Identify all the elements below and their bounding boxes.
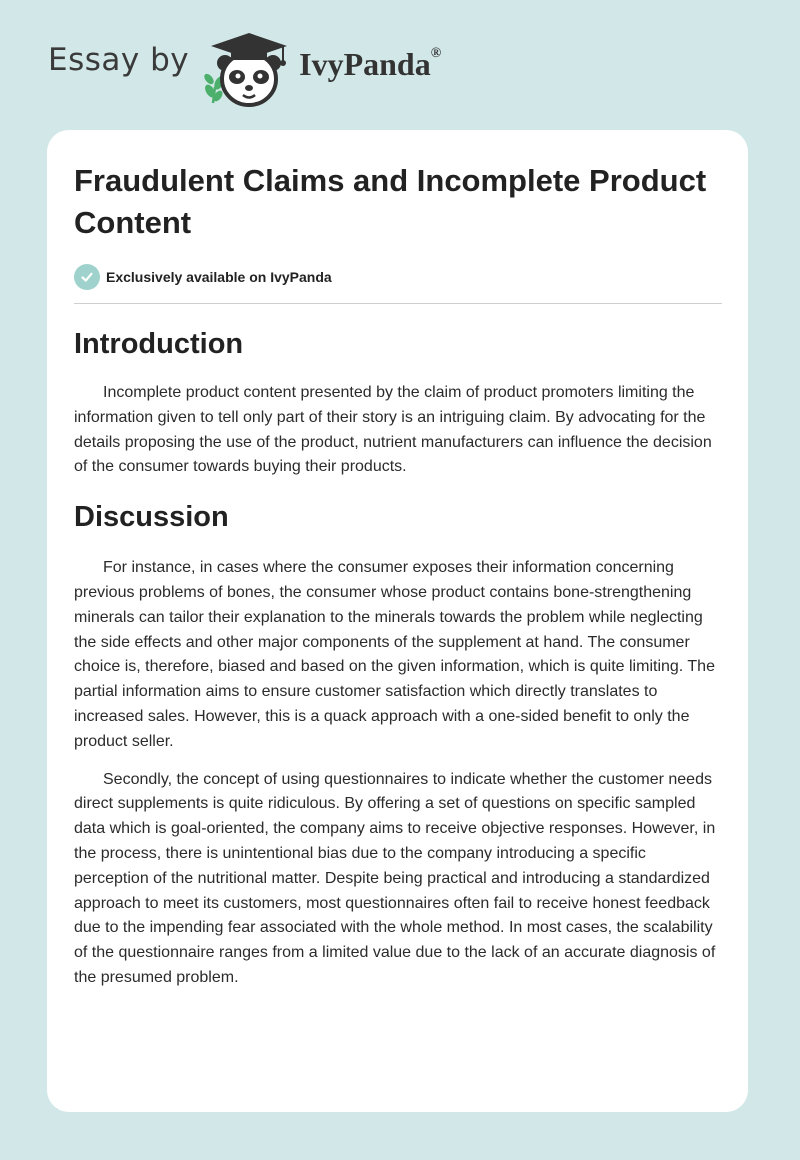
section-heading-introduction: Introduction xyxy=(74,328,244,360)
title-divider xyxy=(74,303,722,304)
essay-card xyxy=(47,130,748,1112)
exclusive-badge xyxy=(74,264,722,290)
site-header xyxy=(48,30,568,110)
essay-by-label: Essay by xyxy=(48,42,190,78)
exclusive-badge-text: Exclusively available on IvyPanda xyxy=(106,269,332,285)
brand-name[interactable] xyxy=(299,46,441,83)
essay-title: Fraudulent Claims and Incomplete Product Content xyxy=(74,163,707,240)
discussion-paragraph-2: Secondly, the concept of using questionnaires to indicate whether the customer needs direct supplements is quite ridiculous. By offering a set of questions on specific sampled data which is goal-oriented, the company aims to receive objective responses. However, in the process, there is unintentional bias due to the company introducing a specific perception of the nutritional matter. Despite being practical and introducing a standardized approach to meet its customers, most questionnaires often fail to receive honest feedback due to the impending fear associated with the whole method. In most cases, the scalability of the questionnaire ranges from a limited value due to the lack of an accurate diagnosis of the presumed problem. xyxy=(74,770,716,986)
registered-mark: ® xyxy=(430,45,442,61)
intro-paragraph: Incomplete product content presented by the claim of product promoters limiting the information given to tell only part of their story is an intriguing claim. By advocating for the details proposing the use of the product, nutrient manufacturers can influence the decision of the consumer towards buying their products. xyxy=(74,384,712,476)
panda-logo-icon[interactable] xyxy=(203,29,295,111)
discussion-paragraph-1: For instance, in cases where the consumer exposes their information concerning previous problems of bones, the consumer whose product contains bone-strengthening minerals can tailor their explanation to the minerals towards the problem while neglecting the side effects and other major components of the supplement at hand. The consumer choice is, therefore, biased and based on the given information, which is quite limiting. The partial information aims to ensure customer satisfaction which directly translates to increased sales. However, this is a quack approach with a one-sided benefit to only the product seller. xyxy=(74,559,715,750)
check-icon xyxy=(74,264,100,290)
essay-content xyxy=(74,160,722,991)
brand-text: IvyPanda xyxy=(299,45,431,82)
section-heading-discussion: Discussion xyxy=(74,501,229,534)
